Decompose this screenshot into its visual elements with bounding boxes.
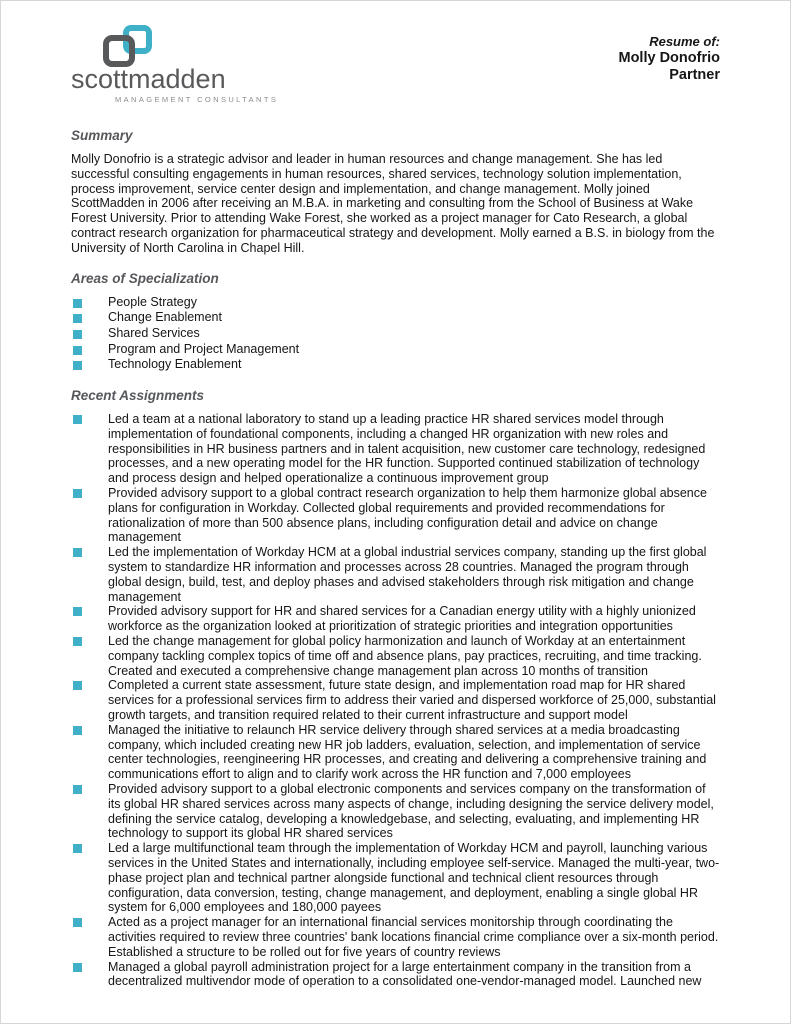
list-item-text: Change Enablement bbox=[108, 310, 222, 325]
bullet-square-icon bbox=[73, 607, 82, 616]
list-item-text: Led a team at a national laboratory to stand up a leading practice HR shared services model through implementation of foundational components, including a changed HR organization with new roles and responsibilities in HR business partners and in talent acquisition, new customer care technology, redesigned processes, and a new operating model for the HR function. Supported continued stabilization of technology and process design and helped operationalize a continuous improvement group bbox=[108, 412, 706, 486]
logo-overlapping-squares-icon bbox=[103, 25, 173, 65]
list-item bbox=[71, 915, 720, 959]
resume-of-block bbox=[619, 25, 721, 84]
list-item-text: Technology Enablement bbox=[108, 357, 242, 372]
areas-list bbox=[71, 295, 720, 374]
bullet-square-icon bbox=[73, 361, 82, 370]
list-item-text: Provided advisory support to a global electronic components and services company on the transformation of its global HR shared services across many aspects of change, including designing the service delivery model, defining the service catalog, developing a knowledgebase, and selecting, evaluating, and implementing HR technology to support its global HR shared services bbox=[108, 782, 714, 841]
bullet-square-icon bbox=[73, 844, 82, 853]
list-item-text: Shared Services bbox=[108, 325, 200, 340]
list-item bbox=[71, 841, 720, 915]
page-header bbox=[71, 25, 720, 113]
bullet-square-icon bbox=[73, 299, 82, 308]
bullet-square-icon bbox=[73, 489, 82, 498]
logo-wordmark: scottmadden bbox=[71, 64, 226, 94]
person-title: Partner bbox=[669, 67, 720, 83]
list-item bbox=[71, 634, 720, 678]
bullet-square-icon bbox=[73, 346, 82, 355]
bullet-square-icon bbox=[73, 918, 82, 927]
recent-assignments-heading: Recent Assignments bbox=[71, 388, 205, 404]
section-areas-of-specialization bbox=[71, 271, 720, 374]
recent-assignments-list bbox=[71, 412, 720, 989]
list-item bbox=[71, 678, 720, 722]
list-item bbox=[71, 604, 720, 634]
bullet-square-icon bbox=[73, 726, 82, 735]
list-item-text: Led the implementation of Workday HCM at a global industrial services company, standing up the first global system to standardize HR information and processes across 28 countries. Managed the program through global design, build, test, and deploy phases and advised stakeholders through risk mitigation and change management bbox=[108, 545, 707, 604]
list-item-text: Provided advisory support for HR and shared services for a Canadian energy utility with a highly unionized workforce as the organization looked at prioritization of strategic priorities and integration opportunities bbox=[108, 604, 696, 634]
list-item-text: Led a large multifunctional team through the implementation of Workday HCM and payroll, launching various services in the United States and internationally, including employee self-service. Managed the multi-year, two-phase project plan and technical partner alongside functional and technical client resources through configuration, data conversion, testing, change management, and deployment, enabling a single global HR system for 6,000 employees and 180,000 payees bbox=[108, 841, 720, 915]
resume-of-label: Resume of: bbox=[649, 34, 720, 49]
list-item bbox=[71, 782, 720, 841]
bullet-square-icon bbox=[73, 314, 82, 323]
list-item-text: Completed a current state assessment, future state design, and implementation road map for HR shared services for a professional services firm to address their varied and dispersed workforce of 25,000, substantial growth targets, and transition required related to their current infrastructure and support model bbox=[108, 678, 716, 723]
bullet-square-icon bbox=[73, 637, 82, 646]
list-item-text: Provided advisory support to a global contract research organization to help them harmonize global absence plans for configuration in Workday. Collected global requirements and provided recommendations for rationalization of more than 500 absence plans, including configuration detail and advice on change management bbox=[108, 486, 707, 545]
section-summary bbox=[71, 128, 720, 256]
list-item-text: People Strategy bbox=[108, 294, 197, 309]
list-item bbox=[71, 342, 720, 358]
bullet-square-icon bbox=[73, 548, 82, 557]
list-item-text: Managed a global payroll administration project for a large entertainment company in the transition from a decentralized multivendor mode of operation to a consolidated one-vendor-managed model. Launched new bbox=[108, 959, 702, 989]
bullet-square-icon bbox=[73, 330, 82, 339]
logo-gray-square-icon bbox=[103, 35, 135, 67]
bullet-square-icon bbox=[73, 415, 82, 424]
list-item-text: Program and Project Management bbox=[108, 341, 300, 356]
list-item bbox=[71, 545, 720, 604]
areas-heading: Areas of Specialization bbox=[71, 270, 219, 286]
bullet-square-icon bbox=[73, 785, 82, 794]
bullet-square-icon bbox=[73, 681, 82, 690]
list-item bbox=[71, 723, 720, 782]
list-item bbox=[71, 326, 720, 342]
list-item bbox=[71, 412, 720, 486]
list-item-text: Managed the initiative to relaunch HR service delivery through shared services at a media broadcasting company, which included creating new HR job ladders, evaluation, selection, and implementation of service center technologies, reengineering HR processes, and creating and delivering a comprehensive training and communications effort to align and to clarify work across the HR function and 7,000 employees bbox=[108, 722, 707, 782]
summary-paragraph: Molly Donofrio is a strategic advisor and leader in human resources and change management. She has led successful consulting engagements in human resources, shared services, technology solution implementation, process improvement, service center design and implementation, and change management. Molly joined ScottMadden in 2006 after receiving an M.B.A. in marketing and consulting from the School of Business at Wake Forest University. Prior to attending Wake Forest, she worked as a project manager for Cato Research, a global contract research organization for pharmaceutical strategy and development. Molly earned a B.S. in biology from the University of North Carolina in Chapel Hill. bbox=[71, 152, 715, 255]
list-item bbox=[71, 486, 720, 545]
summary-heading: Summary bbox=[71, 128, 133, 143]
list-item bbox=[71, 357, 720, 373]
list-item bbox=[71, 960, 720, 990]
list-item bbox=[71, 295, 720, 311]
scottmadden-logo bbox=[71, 25, 278, 104]
list-item-text: Acted as a project manager for an international financial services monitorship through coordinating the activities required to review three countries' bank locations financial crime compliance over a six-month period. Established a structure to be rolled out for five years of country reviews bbox=[108, 915, 719, 959]
person-name: Molly Donofrio bbox=[618, 50, 720, 66]
list-item-text: Led the change management for global policy harmonization and launch of Workday at an entertainment company tackling complex topics of time off and absence plans, pay practices, recruiting, and time tracking. Created and executed a comprehensive change management plan across 10 months of transition bbox=[108, 634, 702, 678]
logo-tagline: MANAGEMENT CONSULTANTS bbox=[115, 95, 279, 104]
bullet-square-icon bbox=[73, 963, 82, 972]
list-item bbox=[71, 310, 720, 326]
section-recent-assignments bbox=[71, 388, 720, 989]
